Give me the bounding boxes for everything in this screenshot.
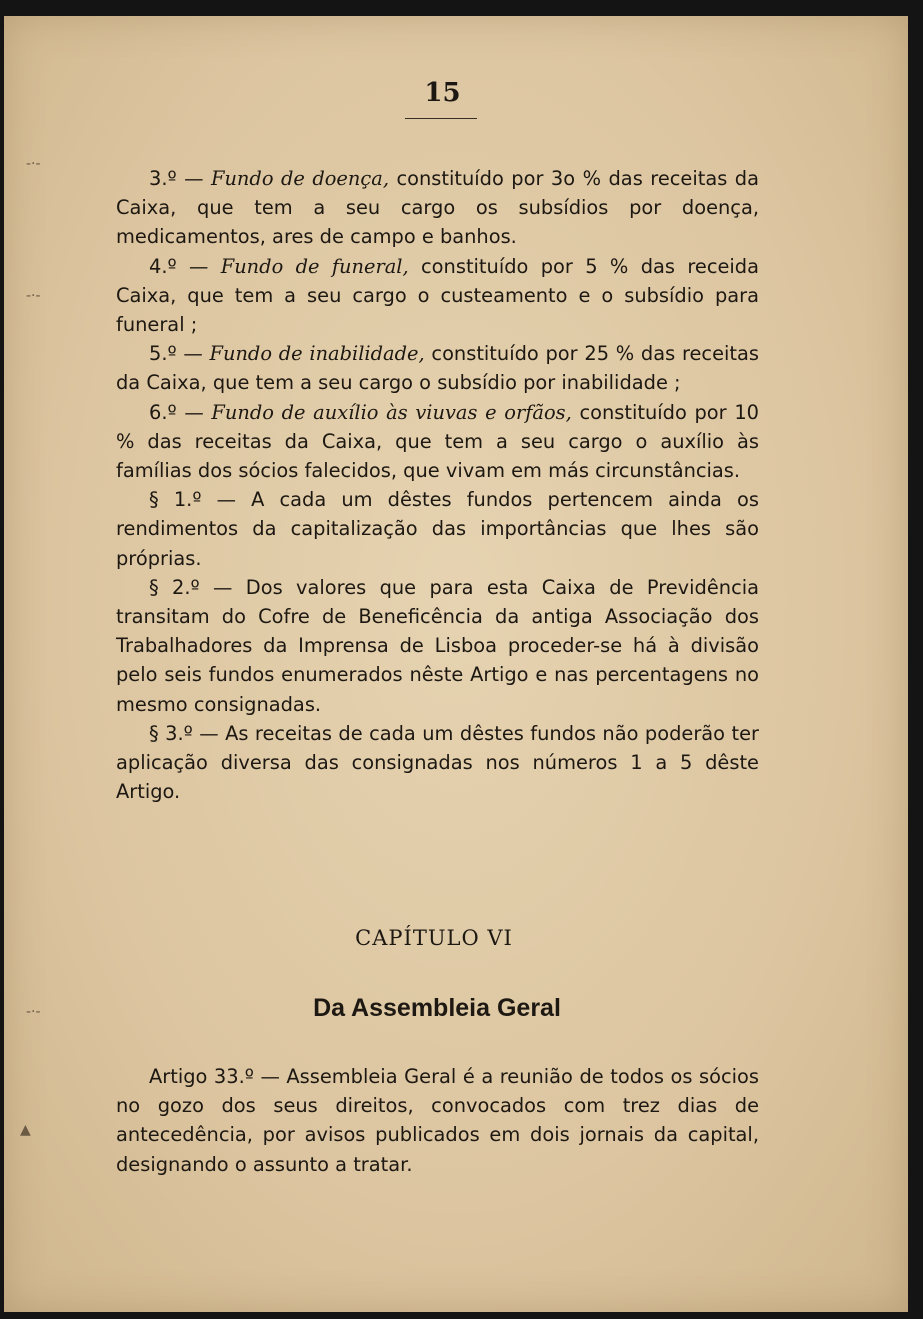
paragraph-number: 5.º — — [149, 342, 210, 366]
paragraph-text: constituído por 5 % das receida Caixa, que tem a seu cargo o custeamento e o subsídio para funeral ; — [116, 254, 759, 337]
paragraph-text: constituído por 25 % das receitas da Caixa, que tem a seu cargo o subsídio por inabilidade ; — [116, 342, 760, 395]
paragraph-fundo-auxilio — [116, 398, 759, 486]
paragraph-section-1 — [116, 485, 759, 573]
paragraph-heading: Fundo de funeral, — [220, 254, 409, 278]
margin-mark: -·- — [26, 156, 41, 172]
paragraph-text: A cada um dêstes fundos pertencem ainda os rendimentos da capitalização das importâncias que lhes são próprias. — [116, 488, 759, 570]
paragraph-number: § 2.º — — [149, 575, 246, 599]
document-page — [4, 16, 908, 1312]
paragraph-text: As receitas de cada um dêstes fundos não poderão ter aplicação diversa das consignadas nos números 1 a 5 dêste Artigo. — [116, 721, 760, 804]
paragraph-fundo-funeral — [116, 252, 759, 340]
body-text — [116, 164, 759, 806]
article-paragraph — [116, 1062, 759, 1179]
paragraph-heading: Fundo de doença, — [210, 167, 389, 190]
paragraph-text: constituído por 10 % das receitas da Caixa, que tem a seu cargo o auxílio às famílias dos sócios falecidos, que vivam em más circunstâncias. — [116, 400, 760, 483]
paragraph-section-3 — [116, 719, 759, 807]
margin-mark: -·- — [26, 1004, 41, 1020]
article-33 — [116, 1062, 759, 1179]
header-rule — [405, 118, 477, 119]
paragraph-text: constituído por 3o % das receitas da Caixa, que tem a seu cargo os subsídios por doença, medicamentos, ares de campo e banhos. — [116, 167, 759, 249]
chapter-heading: CAPÍTULO VI — [355, 926, 513, 950]
article-number: Artigo 33.º — — [149, 1065, 287, 1088]
paragraph-number: § 1.º — — [149, 488, 252, 512]
paragraph-number: § 3.º — — [149, 721, 226, 745]
paragraph-heading: Fundo de auxílio às viuvas e orfãos, — [211, 400, 572, 424]
paragraph-heading: Fundo de inabilidade, — [209, 342, 425, 366]
paragraph-text: Dos valores que para esta Caixa de Previdência transitam do Cofre de Beneficência da antiga Associação dos Trabalhadores da Imprensa de Lisboa proceder-se há à divisão pelo seis fundos enumerados nêste Artigo e nas percentagens no mesmo consignadas. — [116, 575, 759, 716]
paragraph-number: 4.º — — [149, 254, 221, 278]
paragraph-number: 6.º — — [149, 400, 212, 424]
paragraph-section-2 — [116, 573, 759, 719]
paragraph-fundo-doenca — [116, 164, 759, 252]
paragraph-number: 3.º — — [149, 167, 211, 190]
page-number: 15 — [424, 78, 461, 108]
section-title: Da Assembleia Geral — [313, 994, 561, 1022]
margin-mark: -·- — [26, 288, 41, 304]
paragraph-fundo-inabilidade — [116, 339, 759, 397]
margin-mark: ▲ — [20, 1122, 31, 1138]
article-text: Assembleia Geral é a reunião de todos os sócios no gozo dos seus direitos, convocados com trez dias de antecedência, por avisos publicados em dois jornais da capital, designando o assunto a tratar. — [116, 1065, 759, 1176]
